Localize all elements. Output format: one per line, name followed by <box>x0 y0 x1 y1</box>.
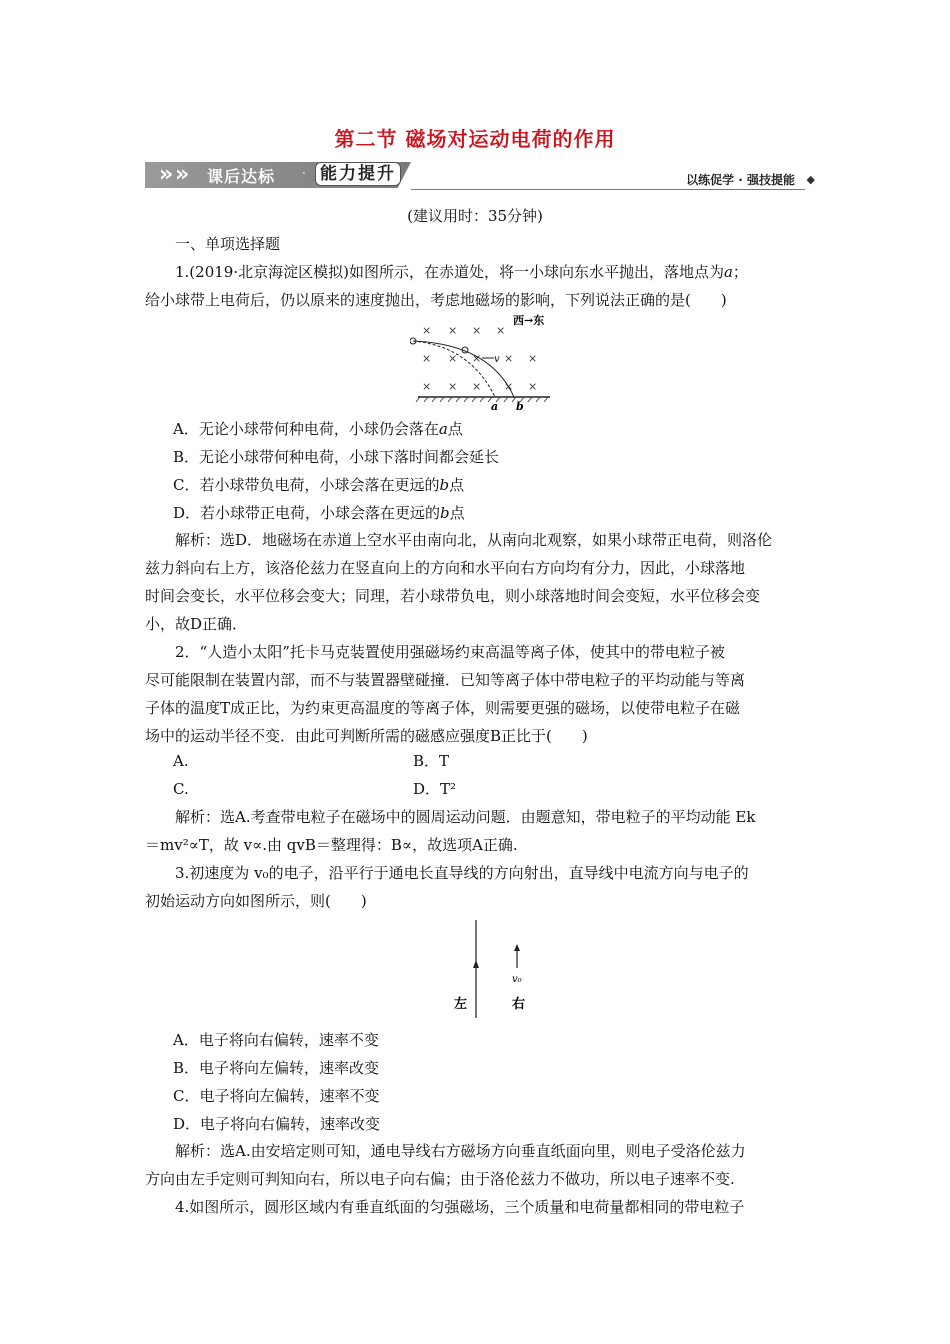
q2-stem-4: 场中的运动半径不变．由此可判断所需的磁感应强度B正比于( ) <box>145 727 588 745</box>
point-b-label: b <box>516 400 524 413</box>
q2-analysis-1: 解析：选A.考查带电粒子在磁场中的圆周运动问题．由题意知，带电粒子的平均动能 Ek <box>175 808 756 826</box>
q3-analysis-1: 解析：选A.由安培定则可知，通电导线右方磁场方向垂直纸面向里，则电子受洛伦兹力 <box>175 1142 746 1160</box>
svg-text:×: × <box>448 324 458 337</box>
svg-text:×: × <box>504 352 514 365</box>
banner-label: 课后达标 <box>207 167 276 186</box>
q3-stem-2: 初始运动方向如图所示，则( ) <box>145 892 367 910</box>
q1-figure <box>410 312 555 414</box>
svg-text:×: × <box>472 380 482 393</box>
q1-option-c[interactable]: C．若小球带负电荷，小球会落在更远的b点 <box>173 476 465 494</box>
svg-text:×: × <box>496 324 506 337</box>
q2-option-c[interactable]: C. <box>173 780 189 798</box>
q3-option-d[interactable]: D．电子将向右偏转，速率改变 <box>173 1115 381 1133</box>
svg-text:×: × <box>448 380 458 393</box>
q2-option-d[interactable]: D．T² <box>413 780 457 798</box>
chevron-right-icon: » <box>175 162 190 187</box>
svg-text:×: × <box>472 352 482 365</box>
section-banner <box>145 160 817 194</box>
page-title: 第二节 磁场对运动电荷的作用 <box>334 127 616 151</box>
q3-figure <box>450 918 540 1020</box>
svg-text:×: × <box>504 380 514 393</box>
q1-analysis-4: 小，故D正确． <box>145 615 248 633</box>
section-heading: 一、单项选择题 <box>175 235 281 253</box>
q3-stem-1: 3.初速度为 v₀的电子，沿平行于通电长直导线的方向射出，直导线中电流方向与电子的 <box>175 864 749 882</box>
svg-text:×: × <box>422 324 432 337</box>
q1-stem: 1.(2019·北京海淀区模拟)如图所示，在赤道处，将一小球向东水平抛出，落地点为a； <box>175 263 748 281</box>
velocity-arrow-icon <box>514 944 520 951</box>
left-label: 左 <box>454 997 468 1012</box>
q2-option-b[interactable]: B．T <box>413 752 450 770</box>
q4-stem: 4.如图所示，圆形区域内有垂直纸面的匀强磁场，三个质量和电荷量都相同的带电粒子 <box>175 1198 745 1216</box>
q1-stem-line2: 给小球带上电荷后，仍以原来的速度抛出，考虑地磁场的影响，下列说法正确的是( ) <box>145 291 727 309</box>
q3-option-c[interactable]: C．电子将向左偏转，速率不变 <box>173 1087 380 1105</box>
q2-stem-2: 尽可能限制在装置内部，而不与装置器壁碰撞．已知等离子体中带电粒子的平均动能与等离 <box>145 671 746 689</box>
direction-label: 西→东 <box>513 314 545 327</box>
q1-option-a[interactable]: A．无论小球带何种电荷，小球仍会落在a点 <box>173 420 463 438</box>
svg-text:×: × <box>422 380 432 393</box>
q1-option-b[interactable]: B．无论小球带何种电荷，小球下落时间都会延长 <box>173 448 500 466</box>
q3-analysis-2: 方向由左手定则可判知向右，所以电子向右偏；由于洛伦兹力不做功，所以电子速率不变. <box>145 1170 735 1188</box>
q2-option-a[interactable]: A. <box>173 752 189 770</box>
banner-slogan: 以练促学 · 强技提能 <box>686 173 795 187</box>
svg-text:×: × <box>422 352 432 365</box>
banner-rule <box>411 189 805 190</box>
svg-text:×: × <box>472 324 482 337</box>
suggested-time: (建议用时：35分钟) <box>407 207 543 225</box>
current-arrow-icon <box>473 960 479 968</box>
banner-dot: · <box>302 166 306 180</box>
q2-stem-1: 2．“人造小太阳”托卡马克装置使用强磁场约束高温等离子体，使其中的带电粒子被 <box>175 643 725 661</box>
q1-analysis-2: 兹力斜向右上方，该洛伦兹力在竖直向上的方向和水平向右方向均有分力，因此，小球落地 <box>145 559 746 577</box>
velocity-label: v <box>494 354 500 365</box>
banner-highlight: 能力提升 <box>315 162 401 186</box>
chevron-right-icon: » <box>159 162 174 187</box>
q1-analysis-1: 解析：选D．地磁场在赤道上空水平由南向北，从南向北观察，如果小球带正电荷，则洛伦 <box>175 531 773 549</box>
q2-stem-3: 子体的温度T成正比，为约束更高温度的等离子体，则需要更强的磁场，以使带电粒子在磁 <box>145 699 741 717</box>
q1-analysis-3: 时间会变长，水平位移会变大；同理，若小球带负电，则小球落地时间会变短，水平位移会变 <box>145 587 761 605</box>
q3-option-b[interactable]: B．电子将向左偏转，速率改变 <box>173 1059 380 1077</box>
svg-text:×: × <box>528 352 538 365</box>
point-a-label: a <box>491 400 499 413</box>
diamond-icon: ◆ <box>806 173 815 186</box>
svg-text:×: × <box>528 380 538 393</box>
right-label: 右 <box>512 997 526 1012</box>
q1-option-d[interactable]: D．若小球带正电荷，小球会落在更远的b点 <box>173 504 465 522</box>
q2-analysis-2: ＝mv²∝T，故 v∝.由 qvB＝整理得：B∝，故选项A正确. <box>145 836 518 854</box>
svg-text:×: × <box>448 352 458 365</box>
q3-option-a[interactable]: A．电子将向右偏转，速率不变 <box>173 1031 379 1049</box>
v0-label: v₀ <box>512 974 522 985</box>
